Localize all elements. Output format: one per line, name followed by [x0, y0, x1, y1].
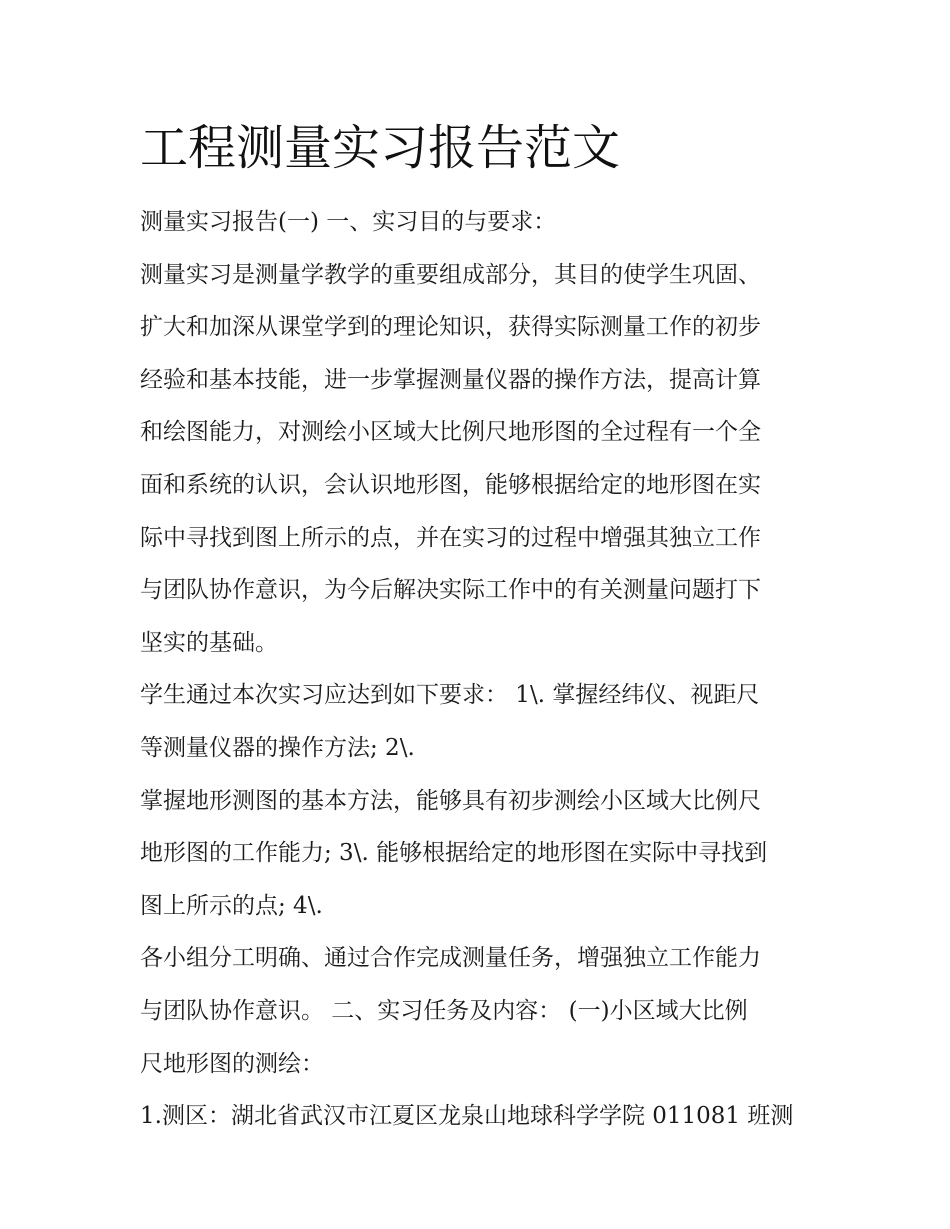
text-line: 等测量仪器的操作方法; 2\. — [140, 734, 415, 761]
text-line: 掌握地形测图的基本方法，能够具有初步测绘小区域大比例尺 — [140, 787, 761, 814]
text-line: 坚实的基础。 — [140, 629, 278, 656]
text-line: 际中寻找到图上所示的点，并在实习的过程中增强其独立工作 — [140, 524, 761, 551]
text-line: 面和系统的认识，会认识地形图，能够根据给定的地形图在实 — [140, 471, 761, 498]
text-line: 测量实习报告(一) 一、实习目的与要求： — [140, 209, 557, 235]
text-line: 扩大和加深从课堂学到的理论知识，获得实际测量工作的初步 — [140, 314, 761, 341]
document-body — [140, 196, 820, 1143]
text-line: 与团队协作意识。 二、实习任务及内容： (一)小区域大比例 — [140, 997, 748, 1024]
text-line: 1.测区：湖北省武汉市江夏区龙泉山地球科学学院 011081 班测 — [140, 1103, 794, 1130]
text-line: 各小组分工明确、通过合作完成测量任务，增强独立工作能力 — [140, 945, 761, 972]
text-line: 与团队协作意识，为今后解决实际工作中的有关测量问题打下 — [140, 577, 761, 604]
text-line: 图上所示的点; 4\. — [140, 892, 323, 919]
document-title: 工程测量实习报告范文 — [140, 120, 621, 176]
text-line: 测量实习是测量学教学的重要组成部分，其目的使学生巩固、 — [140, 261, 761, 288]
text-line: 和绘图能力，对测绘小区域大比例尺地形图的全过程有一个全 — [140, 419, 761, 446]
text-line: 地形图的工作能力; 3\. 能够根据给定的地形图在实际中寻找到 — [140, 840, 768, 867]
text-line: 尺地形图的测绘： — [140, 1050, 324, 1077]
text-line: 学生通过本次实习应达到如下要求： 1\. 掌握经纬仪、视距尺 — [140, 682, 760, 709]
text-line: 经验和基本技能，进一步掌握测量仪器的操作方法，提高计算 — [140, 366, 761, 393]
